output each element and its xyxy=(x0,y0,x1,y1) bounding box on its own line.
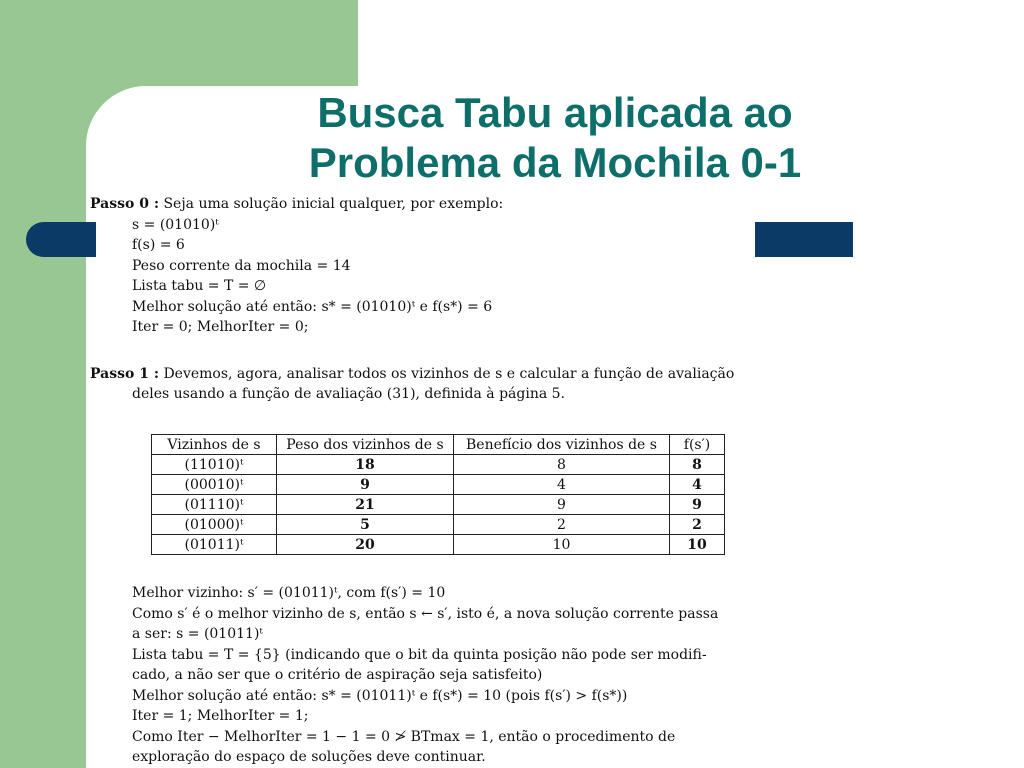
table-cell: 9 xyxy=(670,495,725,515)
table-cell: 2 xyxy=(454,515,670,535)
conclusion-line: Melhor vizinho: s′ = (01011)ᵗ, com f(s′) = 10 xyxy=(132,585,446,601)
table-cell: (11010)ᵗ xyxy=(152,455,277,475)
table-header-row xyxy=(152,435,725,455)
table-row xyxy=(152,535,725,555)
table-cell: 5 xyxy=(277,515,454,535)
conclusion-line: a ser: s = (01011)ᵗ xyxy=(132,626,263,642)
table-cell: 21 xyxy=(277,495,454,515)
table-cell: 2 xyxy=(670,515,725,535)
table-cell: (00010)ᵗ xyxy=(152,475,277,495)
passo0-line: Peso corrente da mochila = 14 xyxy=(132,257,351,274)
table-cell: 9 xyxy=(277,475,454,495)
conclusion-line: Melhor solução até então: s* = (01011)ᵗ e f(s*) = 10 (pois f(s′) > f(s*)) xyxy=(132,687,628,704)
table-cell: 8 xyxy=(454,455,670,475)
conclusion-line: Iter = 1; MelhorIter = 1; xyxy=(132,708,309,724)
slide-title-line-1: Busca Tabu aplicada ao xyxy=(317,89,793,136)
decorative-bar-left xyxy=(26,222,96,257)
passo0-line: Lista tabu = T = ∅ xyxy=(132,278,267,294)
conclusion-text xyxy=(132,583,752,768)
table-cell: 18 xyxy=(277,455,454,475)
background-top-strip xyxy=(358,0,1024,86)
table-cell: 10 xyxy=(454,535,670,555)
passo1-label: Passo 1 : xyxy=(90,365,159,382)
passo0-header xyxy=(90,194,750,215)
conclusion-line: exploração do espaço de soluções deve continuar. xyxy=(132,749,486,765)
table-header-cell: Peso dos vizinhos de s xyxy=(277,435,454,455)
table-row xyxy=(152,455,725,475)
passo0-line: s = (01010)ᵗ xyxy=(132,216,219,233)
conclusion-line: cado, a não ser que o critério de aspiração seja satisfeito) xyxy=(132,667,543,683)
table-row xyxy=(152,475,725,495)
passo1-header-cont: deles usando a função de avaliação (31), definida à página 5. xyxy=(132,386,565,402)
document-body xyxy=(90,194,750,405)
slide-title-line-2: Problema da Mochila 0-1 xyxy=(308,139,802,186)
table-row xyxy=(152,495,725,515)
decorative-bar-right xyxy=(755,222,853,257)
table-cell: 20 xyxy=(277,535,454,555)
neighbors-table xyxy=(151,434,725,555)
table-cell: 10 xyxy=(670,535,725,555)
table-cell: 8 xyxy=(670,455,725,475)
passo0-line: f(s) = 6 xyxy=(132,237,185,253)
table-header-cell: Benefício dos vizinhos de s xyxy=(454,435,670,455)
slide-title xyxy=(230,88,880,188)
passo0-line: Melhor solução até então: s* = (01010)ᵗ e f(s*) = 6 xyxy=(132,298,493,315)
conclusion-line: Como Iter − MelhorIter = 1 − 1 = 0 ≯ BTmax = 1, então o procedimento de xyxy=(132,728,676,745)
passo1-text: Devemos, agora, analisar todos os vizinhos de s e calcular a função de avaliação xyxy=(163,365,735,382)
conclusion-line: Como s′ é o melhor vizinho de s, então s ← s′, isto é, a nova solução corrente passa xyxy=(132,605,719,622)
passo0-line: Iter = 0; MelhorIter = 0; xyxy=(132,319,309,335)
table-header-cell: Vizinhos de s xyxy=(152,435,277,455)
table-cell: 9 xyxy=(454,495,670,515)
spacer xyxy=(90,338,750,364)
passo1-header xyxy=(90,364,750,385)
table-cell: 4 xyxy=(454,475,670,495)
conclusion-line: Lista tabu = T = {5} (indicando que o bit da quinta posição não pode ser modifi- xyxy=(132,646,707,663)
table-cell: (01000)ᵗ xyxy=(152,515,277,535)
table-row xyxy=(152,515,725,535)
passo0-text: Seja uma solução inicial qualquer, por exemplo: xyxy=(163,196,504,212)
table-cell: (01110)ᵗ xyxy=(152,495,277,515)
table-cell: 4 xyxy=(670,475,725,495)
table-header-cell: f(s′) xyxy=(670,435,725,455)
passo0-label: Passo 0 : xyxy=(90,196,159,212)
table-cell: (01011)ᵗ xyxy=(152,535,277,555)
